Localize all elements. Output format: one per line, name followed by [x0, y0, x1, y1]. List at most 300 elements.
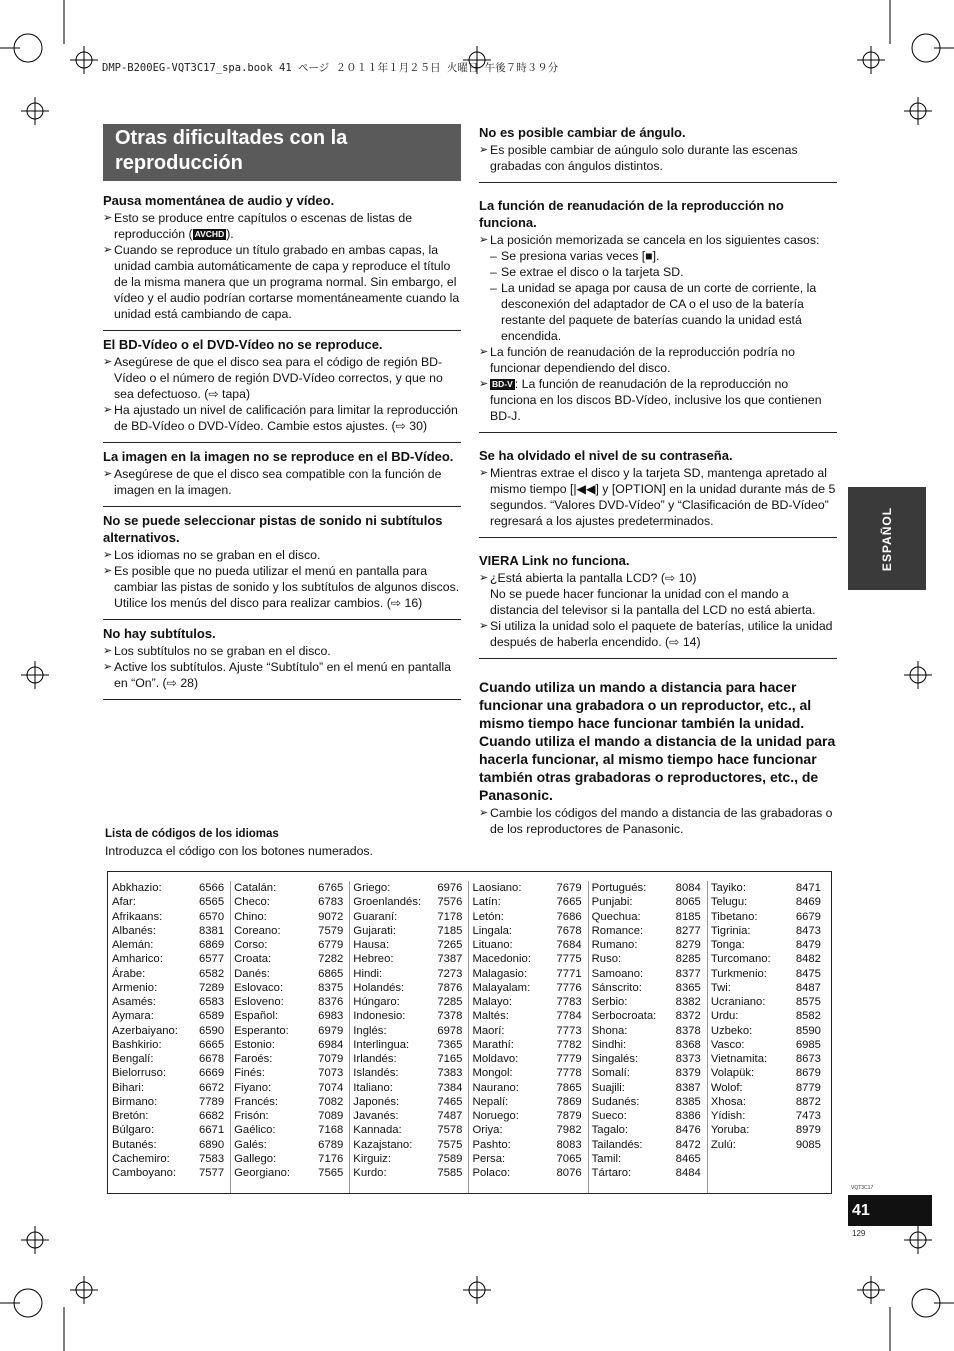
lang-name: Quechua: — [591, 910, 641, 923]
lang-name: Faroés: — [234, 1053, 273, 1065]
arrow-bullet-icon: ➢ — [103, 645, 113, 657]
lang-name: Urdu: — [710, 1010, 739, 1023]
lang-code: 8575 — [795, 996, 821, 1008]
lang-name: Japonés: — [353, 1095, 400, 1108]
lang-code: 8387 — [675, 1081, 701, 1094]
lang-code: 8465 — [675, 1152, 701, 1165]
lang-code: 7265 — [437, 939, 463, 951]
lang-code: 6682 — [198, 1110, 225, 1122]
lang-code: 7178 — [437, 910, 463, 923]
lang-name: Kazajstano: — [353, 1138, 413, 1151]
lang-name: Malayo: — [472, 996, 513, 1008]
lang-name: Afar: — [112, 896, 136, 909]
list-item: ➢ BD-V : La función de reanudación de la reproducción no funciona en los discos BD-Vídeo, inclusive los que contienen BD-J. — [479, 377, 822, 423]
lang-code: 8379 — [675, 1067, 701, 1080]
lang-name: Tibetano: — [710, 910, 758, 923]
lang-name: Sudanés: — [591, 1095, 640, 1108]
list-item: ➢ Los subtítulos no se graban en el disco. — [103, 644, 331, 658]
arrow-bullet-icon: ➢ — [479, 572, 489, 584]
lang-code: 7289 — [198, 981, 225, 994]
lang-name: Persa: — [472, 1152, 506, 1165]
lang-code: 7079 — [318, 1053, 344, 1065]
lang-code: 6865 — [318, 967, 344, 980]
arrow-bullet-icon: ➢ — [479, 620, 489, 632]
lang-name: Samoano: — [591, 967, 644, 980]
lang-code: 6985 — [795, 1038, 821, 1051]
lang-code: 8365 — [675, 981, 701, 994]
lang-code: 8277 — [675, 924, 701, 937]
lang-code: 8385 — [675, 1095, 701, 1108]
lang-code: 7089 — [318, 1110, 344, 1122]
lang-code: 7585 — [437, 1167, 463, 1179]
lang-code: 7185 — [437, 924, 463, 937]
lang-code: 8076 — [556, 1167, 582, 1179]
list-item: ➢ La función de reanudación de la reproducción podría no funcionar dependiendo del disco. — [479, 345, 795, 375]
lang-code: 7285 — [437, 996, 463, 1008]
lang-code: 8471 — [795, 882, 821, 894]
arrow-bullet-icon: ➢ — [103, 212, 113, 224]
lang-code: 8368 — [675, 1038, 701, 1051]
lang-name: Finés: — [234, 1067, 265, 1080]
sub-item: – La unidad se apaga por causa de un corte de corriente, la desconexión del adaptador de CA o el uso de la batería restante del paquete de baterías cuando la unidad está encendida. — [490, 281, 817, 343]
lang-name: Sánscrito: — [591, 981, 642, 994]
lang-name: Noruego: — [472, 1110, 519, 1122]
lang-name: Kirguiz: — [353, 1152, 391, 1165]
lang-code: 6669 — [198, 1067, 225, 1080]
lang-code: 7082 — [318, 1095, 344, 1108]
section-title: VIERA Link no funciona. — [479, 553, 630, 568]
lang-code: 8473 — [795, 924, 821, 937]
lang-name: Xhosa: — [710, 1095, 746, 1108]
lang-name: Yídish: — [710, 1110, 746, 1122]
lang-name: Somalí: — [591, 1067, 630, 1080]
lang-name: Albanés: — [112, 924, 156, 937]
lang-name: Malayalam: — [472, 981, 531, 994]
arrow-bullet-icon: ➢ — [103, 468, 113, 480]
lang-name: Shona: — [591, 1024, 628, 1037]
lang-name: Griego: — [353, 882, 391, 894]
lang-code: 8083 — [556, 1138, 582, 1151]
arrow-bullet-icon: ➢ — [479, 234, 489, 246]
lang-name: Fiyano: — [234, 1081, 272, 1094]
section-title: No hay subtítulos. — [103, 626, 216, 641]
lang-code: 7074 — [318, 1081, 344, 1094]
lang-name: Nepalí: — [472, 1095, 509, 1108]
list-item-continuation: No se puede hacer funcionar la unidad con el mando a distancia del televisor si la pantalla del LCD no está abierta. — [490, 587, 816, 617]
bd-v-badge: BD-V — [492, 379, 513, 389]
list-item: ➢ Es posible cambiar de aúngulo solo durante las escenas grabadas con ángulos distintos. — [479, 143, 798, 173]
lang-name: Kannada: — [353, 1124, 402, 1137]
page-number: 41 — [848, 1195, 932, 1226]
lang-name: Maltés: — [472, 1010, 509, 1023]
lang-code: 7779 — [556, 1053, 582, 1065]
list-item: ➢ La posición memorizada se cancela en los siguientes casos: — [479, 233, 820, 247]
list-item: ➢ Cuando se reproduce un título grabado en ambas capas, la unidad cambia automáticamente de capa y reproduce el título de la misma manera que un programa normal. Sin embargo, el vídeo y el audio podrían cortarse momentáneamente cuando la unidad está cambiando de capa. — [103, 243, 460, 321]
lang-name: Amharico: — [112, 953, 163, 966]
lang-name: Gujarati: — [353, 924, 396, 937]
section-title: Se ha olvidado el nivel de su contraseña. — [479, 448, 733, 463]
arrow-bullet-icon: ➢ — [479, 467, 489, 479]
section-title: No es posible cambiar de ángulo. — [479, 125, 686, 140]
arrow-bullet-icon: ➢ — [103, 244, 113, 256]
lang-name: Checo: — [234, 896, 270, 909]
lang-code: 8469 — [795, 896, 821, 909]
lang-code: 7778 — [556, 1067, 582, 1080]
lang-code: 8375 — [318, 981, 344, 994]
lang-code: 8285 — [675, 953, 701, 966]
lang-name: Frisón: — [234, 1110, 269, 1122]
lang-name: Hebreo: — [353, 953, 394, 966]
lang-code: 8381 — [198, 924, 225, 937]
lang-code: 8065 — [675, 896, 701, 909]
lang-name: Oriya: — [472, 1124, 503, 1137]
lang-name: Tagalo: — [591, 1124, 629, 1137]
lang-code: 6671 — [198, 1124, 225, 1137]
lang-code: 8377 — [675, 967, 701, 980]
list-item: ➢ Asegúrese de que el disco sea compatible con la función de imagen en la imagen. — [103, 467, 442, 497]
lang-name: Croata: — [234, 953, 272, 966]
list-item: ➢ Los idiomas no se graban en el disco. — [103, 548, 321, 562]
lang-name: Árabe: — [112, 967, 146, 980]
lang-name: Romance: — [591, 924, 644, 937]
lang-code: 9085 — [795, 1138, 821, 1151]
lang-name: Tayiko: — [710, 882, 746, 894]
lang-name: Maorí: — [472, 1024, 505, 1037]
arrow-bullet-icon: ➢ — [479, 807, 489, 819]
lang-name: Bengalí: — [112, 1053, 154, 1065]
lang-name: Punjabi: — [591, 896, 633, 909]
lang-code: 8487 — [795, 981, 821, 994]
section-title: Cuando utiliza un mando a distancia para hacer funcionar una grabadora o un reproductor, etc., al mismo tiempo hace funcionar también la unidad. Cuando utiliza el mando a distancia de la unidad para hacerla funcionar, al mismo tiempo hace funcionar también otras grabadoras o reproductores, etc., de Panasonic. — [479, 679, 836, 803]
lang-name: Uzbeko: — [710, 1024, 753, 1037]
lang-code: 6582 — [198, 967, 225, 980]
lang-name: Serbio: — [591, 996, 628, 1008]
lang-name: Hausa: — [353, 939, 390, 951]
lang-name: Portugués: — [591, 882, 647, 894]
list-item: ➢ Ha ajustado un nivel de calificación para limitar la reproducción de BD-Vídeo o DVD-Vídeo. Cambie estos ajustes. (⇨ 30) — [103, 403, 458, 433]
lang-code: 9072 — [318, 910, 344, 923]
lang-code: 7678 — [556, 924, 582, 937]
list-item: ➢ Si utiliza la unidad solo el paquete de baterías, utilice la unidad después de haberla encendido. (⇨ 14) — [479, 619, 833, 649]
lang-code: 6577 — [198, 953, 225, 966]
lang-code: 7576 — [437, 896, 463, 909]
lang-name: Interlingua: — [353, 1038, 410, 1051]
lang-code: 8185 — [675, 910, 701, 923]
lang-code: 7073 — [318, 1067, 344, 1080]
lang-code: 8679 — [795, 1067, 821, 1080]
lang-name: Wolof: — [710, 1081, 743, 1094]
lang-name: Italiano: — [353, 1081, 393, 1094]
lang-code: 8779 — [795, 1081, 821, 1094]
lang-code: 8382 — [675, 996, 701, 1008]
lang-code: 8386 — [675, 1110, 701, 1122]
lang-code: 7789 — [198, 1095, 225, 1108]
lang-code: 7065 — [556, 1152, 582, 1165]
lang-code: 7865 — [556, 1081, 582, 1094]
lang-code: 7773 — [556, 1024, 582, 1037]
lang-code: 8472 — [675, 1138, 701, 1151]
lang-code: 7589 — [437, 1152, 463, 1165]
lang-code: 6583 — [198, 996, 225, 1008]
side-tab-label: ESPAÑOL — [880, 506, 894, 571]
lang-name: Danés: — [234, 967, 270, 980]
lang-name: Tigrinia: — [710, 924, 751, 937]
lang-name: Malagasio: — [472, 967, 528, 980]
lang-code: 7575 — [437, 1138, 463, 1151]
lang-code: 7165 — [437, 1053, 463, 1065]
lang-code: 8590 — [795, 1024, 821, 1037]
file-info-header: DMP-B200EG-VQT3C17_spa.book 41 ページ ２０１１年１月２５日 火曜日 午後７時３９分 — [102, 62, 559, 74]
lang-name: Esperanto: — [234, 1024, 289, 1037]
lang-list-note: Introduzca el código con los botones numerados. — [105, 844, 373, 858]
lang-code: 8376 — [318, 996, 344, 1008]
lang-name: Ruso: — [591, 953, 622, 966]
lang-code: 8373 — [675, 1053, 701, 1065]
lang-code: 7168 — [318, 1124, 344, 1137]
lang-name: Gallego: — [234, 1152, 277, 1165]
lang-name: Bihari: — [112, 1081, 145, 1094]
lang-name: Moldavo: — [472, 1053, 519, 1065]
lang-name: Marathí: — [472, 1038, 514, 1051]
lang-code: 7776 — [556, 981, 582, 994]
section-title: La imagen en la imagen no se reproduce en el BD-Vídeo. — [103, 449, 454, 464]
arrow-bullet-icon: ➢ — [103, 549, 113, 561]
arrow-bullet-icon: ➢ — [479, 144, 489, 156]
lang-name: Irlandés: — [353, 1053, 397, 1065]
lang-name: Corso: — [234, 939, 268, 951]
sub-page-number: 129 — [852, 1229, 866, 1238]
lang-name: Suajili: — [591, 1081, 625, 1094]
lang-code: 7577 — [198, 1167, 225, 1179]
lang-code: 6765 — [318, 882, 344, 894]
lang-code: 6565 — [198, 896, 225, 909]
lang-code: 8479 — [795, 939, 821, 951]
lang-name: Macedonio: — [472, 953, 531, 966]
lang-code: 6869 — [198, 939, 225, 951]
lang-name: Yoruba: — [710, 1124, 750, 1137]
lang-name: Esloveno: — [234, 996, 284, 1008]
lang-code: 6978 — [437, 1024, 463, 1037]
lang-code: 6783 — [318, 896, 344, 909]
lang-name: Abkhazio: — [112, 882, 162, 894]
avchd-badge: AVCHD — [194, 229, 225, 239]
list-item: ➢ Esto se produce entre capítulos o escenas de listas de reproducción ( AVCHD ). — [103, 211, 413, 241]
lang-name: Francés: — [234, 1095, 279, 1108]
lang-code: 8378 — [675, 1024, 701, 1037]
list-item: ➢ Asegúrese de que el disco sea para el código de región BD-Vídeo o el número de región DVD-Vídeo correctos, y que no sea defectuoso. (⇨ tapa) — [103, 355, 443, 401]
lang-name: Singalés: — [591, 1053, 639, 1065]
lang-code: 6570 — [198, 910, 225, 923]
lang-code: 7487 — [437, 1110, 463, 1122]
lang-code: 7473 — [795, 1110, 821, 1122]
list-item: ➢ ¿Está abierta la pantalla LCD? (⇨ 10) — [479, 571, 697, 585]
lang-code: 7383 — [437, 1067, 463, 1080]
lang-name: Cachemiro: — [112, 1152, 170, 1165]
lang-code: 7465 — [437, 1095, 463, 1108]
lang-code: 6589 — [198, 1010, 225, 1023]
lang-code: 7784 — [556, 1010, 582, 1023]
lang-name: Letón: — [472, 910, 504, 923]
lang-code: 7378 — [437, 1010, 463, 1023]
arrow-bullet-icon: ➢ — [103, 565, 113, 577]
lang-name: Turkmenio: — [710, 967, 767, 980]
lang-code: 6566 — [198, 882, 225, 894]
lang-code: 7565 — [318, 1167, 344, 1179]
lang-code: 6789 — [318, 1138, 344, 1151]
lang-name: Holandés: — [353, 981, 405, 994]
lang-name: Laosiano: — [472, 882, 522, 894]
lang-name: Mongol: — [472, 1067, 513, 1080]
lang-name: Galés: — [234, 1138, 267, 1151]
lang-name: Eslovaco: — [234, 981, 284, 994]
lang-name: Volapük: — [710, 1067, 755, 1080]
lang-name: Serbocroata: — [591, 1010, 657, 1023]
lang-code: 7982 — [556, 1124, 582, 1137]
lang-code: 7879 — [556, 1110, 582, 1122]
lang-name: Asamés: — [112, 996, 156, 1008]
lang-code: 7384 — [437, 1081, 463, 1094]
lang-name: Naurano: — [472, 1081, 519, 1094]
lang-name: Sindhi: — [591, 1038, 627, 1051]
lang-name: Lituano: — [472, 939, 513, 951]
lang-name: Chino: — [234, 910, 267, 923]
lang-name: Inglés: — [353, 1024, 387, 1037]
lang-code: 7783 — [556, 996, 582, 1008]
lang-name: Polaco: — [472, 1167, 511, 1179]
lang-name: Húngaro: — [353, 996, 400, 1008]
lang-name: Tailandés: — [591, 1138, 643, 1151]
list-item: ➢ Mientras extrae el disco y la tarjeta SD, mantenga apretado al mismo tiempo [|◀◀] y [OPTION] en la unidad durante más de 5 segundos. “Valores DVD-Vídeo” y “Clasificación de BD-Vídeo” regresará a los ajustes predeterminados. — [479, 466, 836, 528]
lang-name: Islandés: — [353, 1067, 399, 1080]
lang-code: 8476 — [675, 1124, 701, 1137]
sub-item: – Se presiona varias veces [■]. — [490, 249, 660, 263]
lang-code: 7869 — [556, 1095, 582, 1108]
arrow-bullet-icon: ➢ — [103, 404, 113, 416]
page-title: Otras dificultades con la reproducción — [103, 124, 461, 181]
lang-code: 6890 — [198, 1138, 225, 1151]
lang-code: 6665 — [198, 1038, 225, 1051]
sub-item: – Se extrae el disco o la tarjeta SD. — [490, 265, 684, 279]
lang-name: Afrikaans: — [112, 910, 163, 923]
lang-code: 7684 — [556, 939, 582, 951]
lang-name: Turcomano: — [710, 953, 771, 966]
lang-code: 8872 — [795, 1095, 821, 1108]
lang-name: Español: — [234, 1010, 279, 1023]
arrow-bullet-icon: ➢ — [479, 346, 489, 358]
lang-name: Hindi: — [353, 967, 383, 980]
lang-name: Búlgaro: — [112, 1124, 155, 1137]
lang-code: 7365 — [437, 1038, 463, 1051]
lang-code: 8582 — [795, 1010, 821, 1023]
lang-code: 6678 — [198, 1053, 225, 1065]
arrow-bullet-icon: ➢ — [103, 661, 113, 673]
lang-code: 8979 — [795, 1124, 821, 1137]
lang-code: 7775 — [556, 953, 582, 966]
lang-name: Armenio: — [112, 981, 158, 994]
lang-name: Guaraní: — [353, 910, 398, 923]
lang-name: Bashkirio: — [112, 1038, 162, 1051]
lang-name: Coreano: — [234, 924, 281, 937]
lang-code: 6979 — [318, 1024, 344, 1037]
lang-name: Catalán: — [234, 882, 277, 894]
lang-code: 7679 — [556, 882, 582, 894]
lang-code: 8084 — [675, 882, 701, 894]
lang-code: 6590 — [198, 1024, 225, 1037]
lang-name: Alemán: — [112, 939, 154, 951]
lang-name: Tamil: — [591, 1152, 622, 1165]
lang-name: Twi: — [710, 981, 731, 994]
list-item: ➢ Cambie los códigos del mando a distancia de las grabadoras o de los reproductores de Panasonic. — [479, 806, 833, 836]
lang-name: Rumano: — [591, 939, 638, 951]
lang-code: 8279 — [675, 939, 701, 951]
lang-code: 8372 — [675, 1010, 701, 1023]
lang-name: Aymara: — [112, 1010, 154, 1023]
lang-name: Estonio: — [234, 1038, 275, 1051]
lang-code: 7771 — [556, 967, 582, 980]
lang-code: 8673 — [795, 1053, 821, 1065]
lang-name: Bielorruso: — [112, 1067, 166, 1080]
section-title: El BD-Vídeo o el DVD-Vídeo no se reproduce. — [103, 337, 383, 352]
lang-code: 8482 — [795, 953, 821, 966]
lang-name: Indonesio: — [353, 1010, 406, 1023]
lang-name: Javanés: — [353, 1110, 399, 1122]
lang-code: 6984 — [318, 1038, 344, 1051]
section-title: Pausa momentánea de audio y vídeo. — [103, 193, 335, 208]
lang-name: Vietnamita: — [710, 1053, 768, 1065]
lang-name: Ucraniano: — [710, 996, 766, 1008]
lang-name: Camboyano: — [112, 1167, 177, 1179]
lang-code: 7686 — [556, 910, 582, 923]
section-title: La función de reanudación de la reproducción no funciona. — [479, 198, 784, 230]
lang-name: Gaélico: — [234, 1124, 276, 1137]
lang-code: 7579 — [318, 924, 344, 937]
lang-code: 7578 — [437, 1124, 463, 1137]
lang-code: 6672 — [198, 1081, 225, 1094]
lang-name: Groenlandés: — [353, 896, 422, 909]
lang-code: 7387 — [437, 953, 463, 966]
lang-name: Zulú: — [710, 1138, 736, 1151]
lang-name: Kurdo: — [353, 1167, 387, 1179]
lang-code: 7282 — [318, 953, 344, 966]
lang-code: 8475 — [795, 967, 821, 980]
lang-name: Butanés: — [112, 1138, 157, 1151]
lang-name: Tonga: — [710, 939, 745, 951]
model-code: VQT3C17 — [851, 1185, 874, 1191]
list-item: ➢ Es posible que no pueda utilizar el menú en pantalla para cambiar las pistas de sonido y los subtítulos de algunos discos. Utilice los menús del disco para realizar cambios. (⇨ 16) — [103, 564, 460, 610]
lang-name: Azerbaiyano: — [112, 1024, 178, 1037]
arrow-bullet-icon: ➢ — [103, 356, 113, 368]
lang-name: Pashto: — [472, 1138, 511, 1151]
lang-name: Birmano: — [112, 1095, 158, 1108]
section-title: No se puede seleccionar pistas de sonido ni subtítulos alternativos. — [103, 513, 443, 545]
lang-code: 7876 — [437, 981, 463, 994]
lang-name: Tártaro: — [591, 1167, 632, 1179]
lang-name: Bretón: — [112, 1110, 149, 1122]
lang-name: Telugu: — [710, 896, 748, 909]
arrow-bullet-icon: ➢ — [479, 378, 489, 390]
lang-code: 7665 — [556, 896, 582, 909]
list-item: ➢ Active los subtítulos. Ajuste “Subtítulo” en el menú en pantalla en “On”. (⇨ 28) — [103, 660, 451, 690]
lang-name: Latín: — [472, 896, 501, 909]
lang-code: 7782 — [556, 1038, 582, 1051]
lang-name: Georgiano: — [234, 1167, 291, 1179]
lang-code: 6983 — [318, 1010, 344, 1023]
lang-name: Vasco: — [710, 1038, 745, 1051]
lang-name: Lingala: — [472, 924, 513, 937]
lang-name: Sueco: — [591, 1110, 627, 1122]
lang-code: 7176 — [318, 1152, 344, 1165]
lang-code: 6679 — [795, 910, 821, 923]
